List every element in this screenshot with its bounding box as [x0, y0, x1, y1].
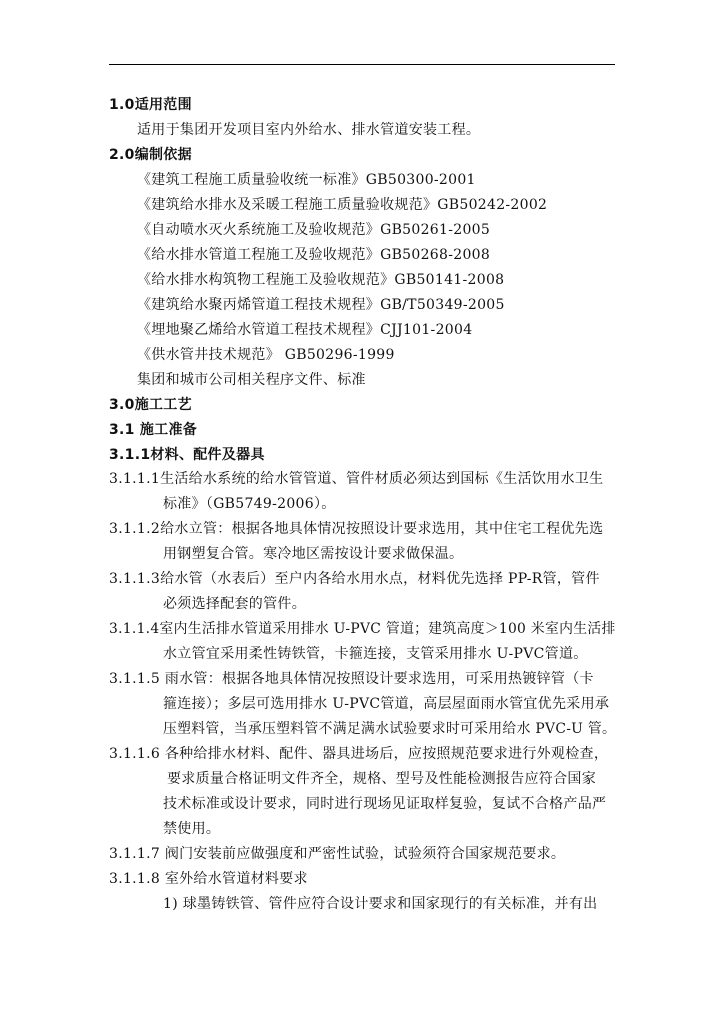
section-heading-basis: 2.0编制依据: [109, 147, 192, 163]
subsection-heading-preparation: 3.1 施工准备: [109, 422, 198, 438]
basis-ref: 《供水管井技术规范》 GB50296-1999: [137, 347, 395, 363]
item-line: 箍连接）；多层可选用排水 U-PVC管道，高层屋面雨水管宜优先采用承: [163, 696, 610, 712]
header-rule: [109, 64, 615, 65]
item-subline: 1) 球墨铸铁管、管件应符合设计要求和国家现行的有关标准，并有出: [163, 896, 598, 912]
item-line: 3.1.1.4室内生活排水管道采用排水 U-PVC 管道；建筑高度＞100 米室内生活排: [109, 621, 616, 637]
item-line: 要求质量合格证明文件齐全，规格、型号及性能检测报告应符合国家: [167, 771, 596, 787]
item-line: 标准》（GB5749-2006）。: [163, 496, 336, 512]
item-line: 水立管宜采用柔性铸铁管，卡箍连接，支管采用排水 U-PVC管道。: [163, 646, 588, 662]
item-line: 3.1.1.2给水立管：根据各地具体情况按照设计要求选用，其中住宅工程优先选: [109, 521, 604, 537]
basis-ref: 《建筑给水排水及采暖工程施工质量验收规范》GB50242-2002: [137, 197, 548, 213]
item-line: 必须选择配套的管件。: [163, 596, 306, 612]
item-line: 禁使用。: [163, 821, 221, 837]
item-line: 技术标准或设计要求，同时进行现场见证取样复验，复试不合格产品严: [163, 796, 607, 812]
basis-ref: 《埋地聚乙烯给水管道工程技术规程》CJJ101-2004: [137, 322, 473, 338]
item-line: 3.1.1.3给水管（水表后）至户内各给水用水点，材料优先选择 PP-R管，管件: [109, 571, 600, 587]
section-heading-process: 3.0施工工艺: [109, 397, 192, 413]
item-line: 3.1.1.7 阀门安装前应做强度和严密性试验，试验须符合国家规范要求。: [109, 846, 566, 862]
basis-ref: 《自动喷水灭火系统施工及验收规范》GB50261-2005: [137, 222, 491, 238]
scope-text: 适用于集团开发项目室内外给水、排水管道安装工程。: [137, 122, 481, 138]
basis-ref: 《给水排水构筑物工程施工及验收规范》GB50141-2008: [137, 272, 505, 288]
item-line: 用钢塑复合管。寒冷地区需按设计要求做保温。: [163, 546, 464, 562]
item-line: 3.1.1.5 雨水管：根据各地具体情况按照设计要求选用，可采用热镀锌管（卡: [109, 671, 594, 687]
basis-ref: 《建筑给水聚丙烯管道工程技术规程》GB/T50349-2005: [137, 297, 505, 313]
item-line: 3.1.1.6 各种给排水材料、配件、器具进场后，应按照规范要求进行外观检查，: [109, 746, 609, 762]
item-line: 3.1.1.8 室外给水管道材料要求: [109, 871, 308, 887]
subsection-heading-materials: 3.1.1材料、配件及器具: [109, 447, 265, 463]
item-line: 压塑料管，当承压塑料管不满足满水试验要求时可采用给水 PVC-U 管。: [163, 721, 617, 737]
basis-ref: 集团和城市公司相关程序文件、标准: [137, 372, 366, 388]
basis-ref: 《给水排水管道工程施工及验收规范》GB50268-2008: [137, 247, 491, 263]
item-line: 3.1.1.1生活给水系统的给水管管道、管件材质必须达到国标《生活饮用水卫生: [109, 471, 604, 487]
section-heading-scope: 1.0适用范围: [109, 97, 192, 113]
basis-ref: 《建筑工程施工质量验收统一标准》GB50300-2001: [137, 172, 476, 188]
